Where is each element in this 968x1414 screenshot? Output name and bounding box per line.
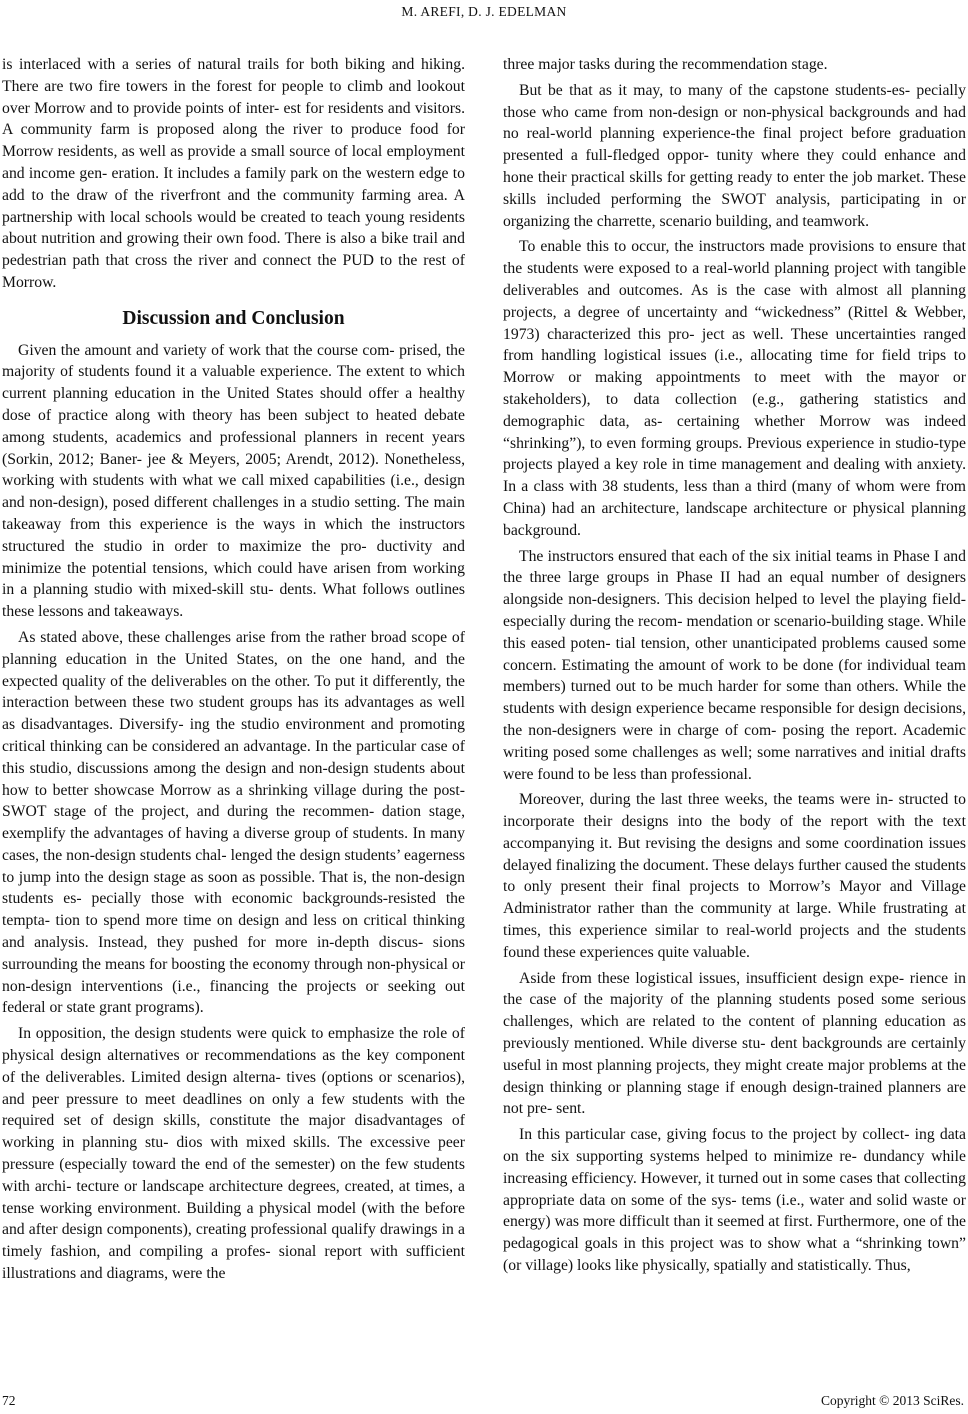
page-number: 72	[2, 1393, 16, 1408]
section-heading: Discussion and Conclusion	[122, 307, 345, 329]
paragraph: Aside from these logistical issues, insufficient design expe- rience in the case of the majority of the planning students posed some serious challenges, which are related to the content of planning education as previously mentioned. While diverse stu- dent backgrounds are certainly useful in most planning projects, they might create major problems at the design thinking or planning stage if enough design-trained planners are not pre- sent.	[503, 969, 966, 1118]
left-column	[2, 54, 465, 1289]
paragraph: three major tasks during the recommendation stage.	[503, 56, 828, 73]
paragraph: The instructors ensured that each of the six initial teams in Phase I and the three large groups in Phase II had an equal number of designers alongside non-designers. This decision helped to level the playing field-especially during the recom- mendation or scenario-building stage. While this eased poten- tial tension, other unanticipated problems caused some concern. Estimating the amount of work to be done (for individual team members) turned out to be much harder for some than others. While the students with design experience became responsible for design decisions, the non-designers were in charge of com- posing the report. Academic writing posed some challenges as well; some narratives and initial drafts were found to be less than professional.	[503, 547, 966, 783]
paragraph: Given the amount and variety of work that the course com- prised, the majority of students found it a valuable experience. The extent to which current planning education in the United States should offer a healthy dose of practice along with theory has been subject to heated debate among students, academics and professional planners in recent years (Sorkin, 2012; Baner- jee & Meyers, 2005; Arendt, 2012). Nonetheless, working with students with what we call mixed capabilities (i.e., design and non-design), posed different challenges in a studio setting. The main takeaway from this experience is the ways in which the instructors structured the studio in order to maximize the pro- ductivity and minimize the potential tensions, which could have arisen from working in a planning studio with mixed-skill stu- dents. What follows outlines these lessons and takeaways.	[2, 341, 465, 621]
paragraph: But be that as it may, to many of the capstone students-es- pecially those who came from non-design or non-physical backgrounds and had no real-world planning experience-the final project before graduation presented a full-fledged oppor- tunity where they could enhance and hone their practical skills for getting ready to enter the job market. These skills included performing the SWOT analysis, participating in or organizing the charrette, scenario building, and teamwork.	[503, 81, 966, 230]
copyright-notice: Copyright © 2013 SciRes.	[820, 1393, 964, 1408]
paragraph: Moreover, during the last three weeks, the teams were in- structed to incorporate their designs into the body of the report with the text accompanying it. But revising the designs and some coordination issues delayed finalizing the document. These delays further caused the students to only present their final projects to Morrow’s Mayor and Village Administrator rather than the community at large. While frustrating at times, this experience similar to real-world projects and the students found these experiences quite valuable.	[503, 791, 966, 961]
paragraph: In opposition, the design students were quick to emphasize the role of physical design alternatives or recommendations as the key component of the deliverables. Limited design alterna- tives (options or scenarios), and peer pressure to meet deadlines on only a few students with the required set of design skills, constitute the major disadvantages of working in planning stu- dios with mixed skills. The excessive peer pressure (especially toward the end of the semester) on the few students with archi- tecture or landscape architecture degrees, created, at times, a tense working environment. Building a physical model (with the before and after design components), creating professional qualify drawings in a timely fashion, and compiling a profes- sional report with sufficient illustrations and diagrams, were the	[2, 1025, 465, 1283]
paragraph: In this particular case, giving focus to the project by collect- ing data on the six supporting systems helped to minimize re- dundancy while increasing efficiency. However, it turned out in some cases that collecting appropriate data on some of the sys- tems (i.e., water and solid waste or energy) was more difficult than it seemed at first. Furthermore, one of the pedagogical goals in this project was to show what a “shrinking town” (or village) looks like physically, spatially and statistically. Thus,	[503, 1126, 966, 1275]
running-head: M. AREFI, D. J. EDELMAN	[401, 4, 567, 19]
paragraph: is interlaced with a series of natural trails for both biking and hiking. There are two fire towers in the forest for people to climb and lookout over Morrow and to provide points of inter- est for residents and visitors. A community farm is proposed along the river to produce food for Morrow residents, as well as provide a small source of local employment and income gen- eration. It includes a family park on the western edge to add to the draw of the riverfront and the community farming area. A partnership with local schools would be created to teach young residents about nutrition and growing their own food. There is also a bike trail and pedestrian path that cross the river and connect the PUD to the rest of Morrow.	[2, 56, 465, 291]
paragraph: As stated above, these challenges arise from the rather broad scope of planning education in the United States, on the one hand, and the expected quality of the deliverables on the other. To put it differently, the interaction between these two student groups has its advantages as well as disadvantages. Diversify- ing the studio environment and promoting critical thinking can be considered an advantage. In the particular case of this studio, discussions among the design and non-design students about how to better showcase Morrow as a shrinking village during the post-SWOT stage of the project, and during the recommen- dation stage, exemplify the advantages of having a diverse group of students. In many cases, the non-design students chal- lenged the design students’ eagerness to jump into the design stage as soon as possible. That is, the non-design students es- pecially those with economic backgrounds-resisted the tempta- tion to spend more time on design and less on critical thinking and analysis. Instead, they pushed for more in-depth discus- sions surrounding the means for boosting the economy through non-physical or non-design interventions (i.e., financing the projects or seeking out federal or state grant programs).	[2, 628, 465, 1017]
paragraph: To enable this to occur, the instructors made provisions to ensure that the students were exposed to a real-world planning project with tangible deliverables and outcomes. As is the case with almost all planning projects, a degree of uncertainty and “wickedness” (Rittel & Webber, 1973) characterized this pro- ject as well. These uncertainties ranged from handling logistical issues (i.e., allocating time for field trips to Morrow or making appointments to meet with the mayor or stakeholders), to data collection (e.g., gathering statistics and demographic data, as- certaining whether Morrow was indeed “shrinking”), to even forming groups. Previous experience in studio-type projects played a key role in time management and dealing with anxiety. In a class with 38 students, less than a third (many of whom were from China) had an architecture, landscape architecture or physical planning background.	[503, 238, 966, 539]
right-column	[503, 54, 966, 1281]
